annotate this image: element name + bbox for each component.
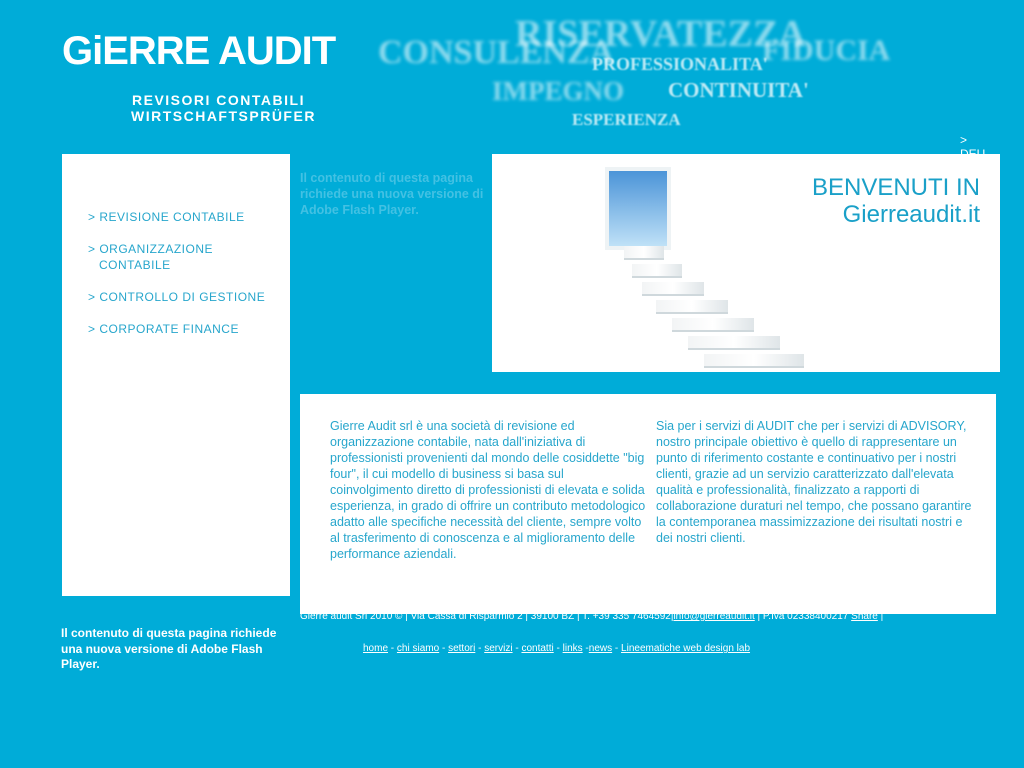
logo-subtitle-1: REVISORI CONTABILI [132, 92, 305, 108]
footer-piva: | P.Iva 02338400217 [757, 611, 849, 622]
door-sky-image [605, 167, 671, 250]
sidebar [62, 154, 290, 596]
word-consulenza: CONSULENZA [378, 34, 615, 71]
content-column-services: Sia per i servizi di AUDIT che per i servizi di ADVISORY, nostro principale obiettivo è quello di rappresentare un punto di riferimento costante e continuativo per i nostri clienti, grazie ad un servizio caratterizzato dall'elevata qualità e professionalità, finalizzato a rapporti di collaborazione duraturi nel tempo, che possano garantire la contemporanea massimizzazione dei risultati nostri e dei nostri clienti. [656, 419, 972, 545]
banner-title [812, 174, 980, 228]
menu-item-controllo-di-gestione[interactable]: > CONTROLLO DI GESTIONE [88, 290, 266, 304]
nav-link-servizi[interactable]: servizi [484, 643, 513, 654]
logo-wordmark: GiERRE AUDIT [62, 29, 336, 73]
banner-title-line1: BENVENUTI IN [811, 174, 980, 201]
stairs-image [584, 246, 804, 372]
flash-placeholder-message-bottom: Il contenuto di questa pagina richiede una nuova versione di Adobe Flash Player. [61, 626, 277, 671]
logo-subtitle-2: WIRTSCHAFTSPRÜFER [131, 108, 316, 124]
nav-link-settori[interactable]: settori [448, 643, 476, 654]
flash-placeholder-message: Il contenuto di questa pagina richiede una nuova versione di Adobe Flash Player. [300, 171, 484, 217]
banner-title-line2: Gierreaudit.it [842, 201, 980, 228]
nav-link-chi-siamo[interactable]: chi siamo [396, 643, 440, 654]
nav-link-news[interactable]: news [588, 643, 613, 654]
nav-separator: - [478, 643, 482, 654]
word-esperienza: ESPERIENZA [572, 110, 681, 129]
menu-item-corporate-finance[interactable]: > CORPORATE FINANCE [88, 322, 239, 336]
footer-end-separator: | [880, 611, 884, 622]
footer-share-link[interactable]: Share [851, 611, 878, 622]
word-professionalita: PROFESSIONALITA' [592, 54, 768, 74]
content-column-about: Gierre Audit srl è una società di revisione ed organizzazione contabile, nata dall'iniziativa di professionisti provenienti dal mondo delle cosiddette "big four", il cui modello di business si basa sul coinvolgimento diretto di professionisti di elevata e solida esperienza, in grado di offrire un contributo metodologico adatto alle specifiche necessità del cliente, sempre volto al trasferimento di conoscenza e al miglioramento delle performance aziendali. [330, 419, 646, 561]
word-fiducia: FIDUCIA [762, 34, 891, 67]
nav-link-home[interactable]: home [363, 643, 389, 654]
word-impegno: IMPEGNO [492, 76, 624, 106]
word-continuita: CONTINUITA' [668, 78, 809, 102]
nav-link-links[interactable]: links [562, 643, 583, 654]
footer-email-link[interactable]: info@gierreaudit.it [673, 611, 755, 622]
nav-separator: - [441, 643, 446, 654]
nav-separator: - [515, 643, 519, 654]
header-words [370, 10, 910, 130]
language-arrow: > [960, 133, 968, 147]
word-riservatezza: RISERVATEZZA [515, 13, 806, 55]
nav-separator: - [390, 643, 395, 654]
nav-separator: - [585, 643, 589, 654]
nav-separator: - [614, 643, 619, 654]
logo[interactable] [62, 20, 336, 125]
welcome-banner [492, 154, 1000, 372]
footer-nav [363, 643, 750, 655]
sidebar-menu [88, 209, 283, 353]
menu-item-organizzazione-contabile[interactable]: > ORGANIZZAZIONE CONTABILE [88, 242, 214, 272]
menu-item-revisione-contabile[interactable]: > REVISIONE CONTABILE [88, 210, 245, 224]
footer-address-text: Gierre audit Srl 2010 © | Via Cassa di Risparmio 2 | 39100 BZ | T. +39 335 7464592| [300, 611, 674, 622]
nav-link-contatti[interactable]: contatti [521, 643, 554, 654]
nav-separator: - [556, 643, 560, 654]
content-panel [300, 394, 996, 614]
nav-link-credit[interactable]: Lineematiche web design lab [621, 643, 751, 654]
footer-address [300, 611, 883, 623]
